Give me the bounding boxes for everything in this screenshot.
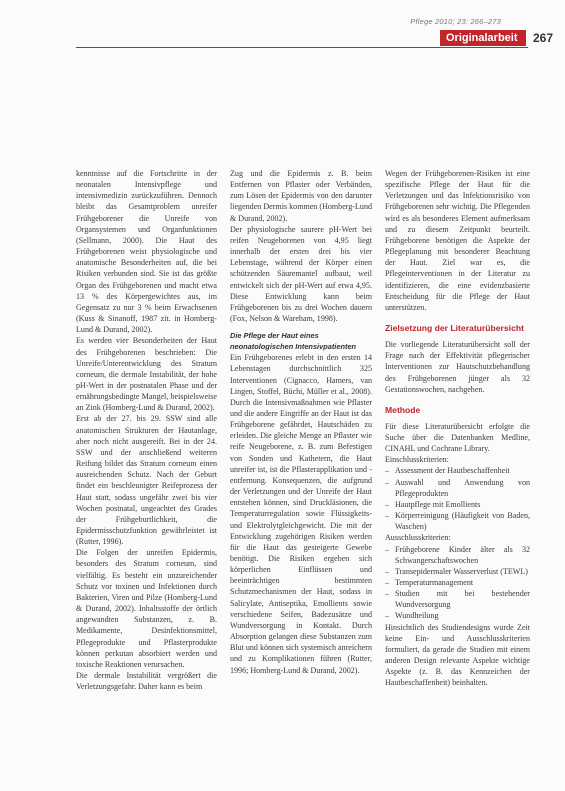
paragraph: Die dermale Instabilität vergrößert die Verletzungsgefahr. Daher kann es beim <box>76 671 217 692</box>
list-item: – Transepidermaler Wasserverlust (TEWL) <box>385 566 530 577</box>
inclusion-label: Einschlusskriterien: <box>385 455 449 465</box>
page-number: 267 <box>533 31 554 45</box>
exclusion-label: Ausschlusskriterien: <box>385 533 451 543</box>
section-label: Originalarbeit <box>440 30 526 46</box>
paragraph: kenntnisse auf die Fortschritte in der neonatalen Intensivpflege und intensivmedizin zurückzuführen. Dennoch bleibt das Gesamtproblem unreifer Frühgeborener die Unreife von Organsystemen und Organfunktionen (Sellmann, 2000). Die Haut des Frühgeborenen weist physiologische und anatomische Besonderheiten auf, die bei Risiken verbunden sind. Sie ist das größte Organ des Frühgeborenen und macht etwa 13 % des Körpergewichtes aus, im Gegensatz zu nur 3 % beim Erwachsenen (Kuss & Sinanoff, 1987 zit. in Homberg-Lund & Durand, 2002). <box>76 169 217 335</box>
paragraph: Hinsichtlich des Studiendesigns wurde Zeit keine Ein- und Ausschlusskriterien formuliert, da gerade die Studien mit einem anderen Design relevante Aspekte wichtige Aspekte (z. B. das Kennzeichen der Hautbeschaffenheit) beinhalten. <box>385 622 530 688</box>
list-item: – Wundheilung <box>385 610 530 621</box>
running-head: Pflege 2010; 23: 266–273 <box>410 17 501 26</box>
text-column-2 <box>230 168 372 676</box>
paragraph: Die Folgen der unreifen Epidermis, besonders des Stratum corneum, sind vielfältig. Es besteht ein unzureichender Schutz vor toxinen und Infektionen durch Bakterien, Viren und Pilze (Homberg-Lund & Durand, 2002). Inhaltsstoffe der örtlich angewandten Substanzen, z. B. Medikamente, Desinfektionsmittel, Pflegeprodukte und Pflasterprodukte können perkutan absorbiert werden und toxische Reaktionen verursachen. <box>76 548 217 669</box>
list-item: – Frühgeborene Kinder älter als 32 Schwangerschaftswochen <box>385 544 530 566</box>
subsection-heading: Die Pflege der Haut eines neonatologischen Intensivpatienten <box>230 331 357 352</box>
paragraph: Erst ab der 27. bis 29. SSW sind alle anatomischen Strukturen der Hautanlage, aber noch nicht ausgereift. Bei in der 24. SSW und der anschließend weiteren Reifung bildet das Stratum corneum einen ausreichenden Schutz. Nach der Geburt findet ein beschleunigter Reifeprozess der Haut statt, sodass ungefähr zwei bis vier Wochen postnatal, ungeachtet des Grades der Frühgeburtlichkeit, die Epidermisschutzfunktion gewährleistet ist (Rutter, 1996). <box>76 414 217 547</box>
text-column-3 <box>385 168 530 689</box>
list-item: – Assessment der Hautbeschaffenheit <box>385 465 530 476</box>
paragraph: Für diese Literaturübersicht erfolgte die Suche über die Datenbanken Medline, CINAHL und Cochrane Library. <box>385 421 530 454</box>
list-item: – Temperaturmanagement <box>385 577 530 588</box>
list-item: – Auswahl und Anwendung von Pflegeprodukten <box>385 477 530 499</box>
paragraph: Die vorliegende Literaturübersicht soll der Frage nach der Effektivität pflegerischer Interventionen zur Hautschutzbehandlung des Frühgeborenen jünger als 32 Gestationswochen, nachgehen. <box>385 340 530 394</box>
paragraph: Es werden vier Besonderheiten der Haut des Frühgeborenen beschrieben: Die Unreife/Unterentwicklung des Stratum corneum, die dermale Instabilität, der hohe pH-Wert in der postnatalen Phase und der ernährungsbedingte Mangel, beispielsweise an Zink (Homberg-Lund & Durand, 2002). <box>76 336 217 413</box>
list-item: – Körperreinigung (Häufigkeit von Baden, Waschen) <box>385 510 530 532</box>
section-heading-objective: Zielsetzung der Literaturübersicht <box>385 323 524 334</box>
text-column-1 <box>76 168 217 692</box>
inclusion-list <box>385 465 530 532</box>
paragraph: Ein Frühgeborenes erlebt in den ersten 14 Lebenstagen durchschnittlich 325 Interventionen (Cignacco, Hamers, van Lingen, Stoffel, Büchi, Müller et al., 2008). Durch die Intensivmaßnahmen wie Pflaster und die andere Eingriffe an der Haut ist das Frühgeborene gefährdet, Hautschäden zu erleiden. Die gleiche Menge an Pflaster wie reife Neugeborene, z. B. zum Befestigen von Sonden und Kathetern, die Haut unreifer ist, ist die Pflasterapplikation und -entfernung. Konsequenzen, die aufgrund der Verletzungen und der Unreife der Haut entstehen können, sind Druckläsionen, die Temperaturregulation sowie Flüssigkeits- und Elektrolytgleichgewicht. Die mit der Entwicklung zugehörigen Risiken werden für die Haut das gesteigerte Gewebe benötigt. Die Risiken ergeben sich körperlichen Einflüssen und beeinträchtigen bestimmten Schutzmechanismen der Haut, sodass in Salicylate, Antiseptika, Emollients sowie verschiedene Seifen, Badezusätze und Wundversorgung in Kontakt. Durch Absorption gelangen diese Substanzen zum Blut und können sich systemisch anreichern und zu Komplikationen führen (Rutter, 1996; Homberg-Lund & Durand, 2002). <box>230 353 372 675</box>
paragraph: Wegen der Frühgeborenen-Risiken ist eine spezifische Pflege der Haut für die Verletzungen und das Infektionsrisiko von Frühgeborenen sehr wichtig. Die Pflegenden wird es als besonderes Element aufmerksam und zu diesem Zeitpunkt beurteilt. Frühgeborene benötigen die Aspekte der Pflegeplanung mit besonderer Beachtung der Haut. Ziel war es, die Pflegeinterventionen in der Literatur zu identifizieren, die eine evidenzbasierte Entscheidung für die Pflege der Haut unterstützen. <box>385 169 530 312</box>
exclusion-list <box>385 544 530 622</box>
list-item: – Hautpflege mit Emollients <box>385 499 530 510</box>
header-rule <box>76 47 528 48</box>
section-heading-method: Methode <box>385 404 421 415</box>
paragraph: Der physiologische saurere pH-Wert bei reifen Neugeborenen von 4,95 liegt innerhalb der ersten drei bis vier Lebenstage, während der Körper einen schützenden Säuremantel aufbaut, weil entwickelt sich der pH-Wert auf etwa 4,95. Diese Entwicklung kann beim Frühgeborenen bis zu drei Wochen dauern (Fox, Nelson & Wareham, 1998). <box>230 224 372 324</box>
paragraph: Zug und die Epidermis z. B. beim Entfernen von Pflaster oder Verbänden, zum Lösen der Epidermis von den darunter liegenden Dermis kommen (Homberg-Lund & Durand, 2002). <box>230 169 372 223</box>
list-item: – Studien mit bei bestehender Wundversorgung <box>385 588 530 610</box>
